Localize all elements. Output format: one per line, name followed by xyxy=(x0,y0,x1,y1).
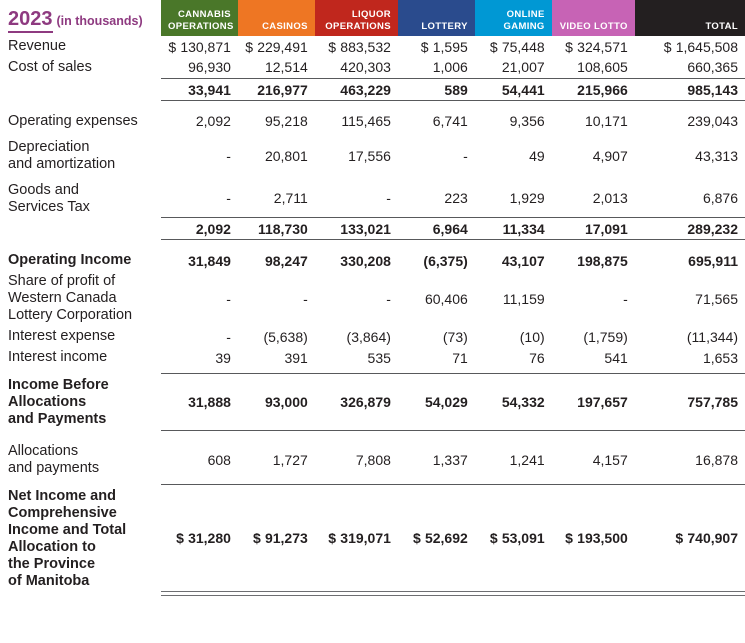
cell-cost-of-sales-online: 21,007 xyxy=(501,59,545,76)
row-label-gst-line1: Goods and xyxy=(8,181,79,198)
cell-net-income-casinos: $ 91,273 xyxy=(252,530,308,547)
row-label-allocations-and-payments xyxy=(0,441,161,479)
cell-allocations-lottery: 1,337 xyxy=(432,451,468,468)
column-header-lottery xyxy=(398,0,475,36)
cell-total-expenses-lottery: 6,964 xyxy=(432,221,468,237)
cell-cost-of-sales-total: 660,365 xyxy=(687,59,738,76)
cell-net-income-online: $ 53,091 xyxy=(489,530,545,547)
row-label-share-line1: Share of profit of xyxy=(8,273,116,289)
table-row-cost-of-sales xyxy=(0,57,745,78)
column-header-cannabis-line2: OPERATIONS xyxy=(168,20,234,32)
cell-total-expenses-online: 11,334 xyxy=(502,221,545,237)
cell-net-income-cannabis: $ 31,280 xyxy=(176,530,231,547)
year-label: 2023 xyxy=(8,8,53,33)
table-row-interest-expense xyxy=(0,326,745,347)
cell-net-income-lottery: $ 52,692 xyxy=(412,530,468,547)
cell-interest-income-cannabis: 39 xyxy=(215,349,231,366)
cell-cost-of-sales-video: 108,605 xyxy=(577,59,628,76)
cell-net-income-total: $ 740,907 xyxy=(675,530,738,547)
cell-total-expenses-cannabis: 2,092 xyxy=(195,221,231,237)
cell-operating-income-total: 695,911 xyxy=(688,252,738,269)
cell-interest-expense-casinos: (5,638) xyxy=(263,328,308,345)
row-label-net-income-line6: of Manitoba xyxy=(8,572,90,589)
cell-interest-income-lottery: 71 xyxy=(452,349,468,366)
table-row-revenue xyxy=(0,36,745,57)
cell-allocations-liquor: 7,808 xyxy=(355,451,391,468)
cell-revenue-casinos: $ 229,491 xyxy=(245,38,308,55)
cell-operating-expenses-casinos: 95,218 xyxy=(264,113,308,129)
row-label-total-expenses xyxy=(0,219,161,240)
currency-symbol: $ xyxy=(489,530,498,547)
cell-gst-liquor: - xyxy=(386,190,391,207)
cell-allocations-casinos: 1,727 xyxy=(272,451,308,468)
cell-revenue-video: $ 324,571 xyxy=(565,38,628,55)
table-row-share-of-profit-wclc xyxy=(0,271,745,326)
row-label-income-before-line1: Income Before xyxy=(8,377,109,393)
cell-interest-income-total: 1,653 xyxy=(702,349,738,366)
cell-income-before-allocations-lottery: 54,029 xyxy=(424,394,468,411)
currency-symbol: $ xyxy=(176,530,184,547)
cell-cost-of-sales-lottery: 1,006 xyxy=(432,59,468,76)
cell-gst-cannabis: - xyxy=(226,190,231,207)
currency-symbol: $ xyxy=(420,38,429,55)
cell-share-of-profit-video: - xyxy=(623,290,628,307)
table-row-allocations-and-payments xyxy=(0,441,745,479)
units-label: (in thousands) xyxy=(56,14,143,28)
cell-cost-of-sales-cannabis: 96,930 xyxy=(188,59,231,76)
row-label-depreciation-amortization xyxy=(0,137,161,175)
cell-income-before-allocations-liquor: 326,879 xyxy=(340,394,391,411)
column-header-video-lotto xyxy=(552,0,635,36)
cell-depreciation-online: 49 xyxy=(529,147,545,164)
row-label-operating-income: Operating Income xyxy=(8,252,132,268)
column-header-cannabis-operations xyxy=(161,0,238,36)
column-header-casinos-line1: CASINOS xyxy=(262,20,308,32)
currency-symbol: $ xyxy=(168,38,177,55)
cell-revenue-cannabis: $ 130,871 xyxy=(168,38,231,55)
cell-depreciation-liquor: 17,556 xyxy=(348,147,391,164)
currency-symbol: $ xyxy=(675,530,684,547)
cell-interest-expense-total: (11,344) xyxy=(686,328,738,345)
currency-symbol: $ xyxy=(328,530,337,547)
row-label-net-income-line2: Comprehensive xyxy=(8,504,117,521)
column-header-liquor-line1: LIQUOR xyxy=(351,9,391,20)
row-label-interest-income: Interest income xyxy=(8,349,108,365)
cell-operating-income-liquor: 330,208 xyxy=(340,252,391,269)
cell-share-of-profit-cannabis: - xyxy=(226,290,231,307)
column-header-lottery-line1: LOTTERY xyxy=(421,20,468,32)
cell-share-of-profit-total: 71,565 xyxy=(695,290,738,307)
row-label-cost-of-sales: Cost of sales xyxy=(8,59,92,75)
table-row-net-income xyxy=(0,486,745,592)
cell-interest-income-casinos: 391 xyxy=(284,349,308,366)
currency-symbol: $ xyxy=(328,38,337,55)
cell-cost-of-sales-casinos: 12,514 xyxy=(264,59,308,76)
row-label-depreciation-line2: and amortization xyxy=(8,155,116,172)
cell-total-expenses-casinos: 118,730 xyxy=(257,221,308,237)
cell-revenue-lottery: $ 1,595 xyxy=(420,38,468,55)
cell-net-income-liquor: $ 319,071 xyxy=(328,530,391,547)
table-row-total-expenses xyxy=(0,219,745,240)
row-label-income-before-line2: Allocations xyxy=(8,394,87,410)
cell-gross-profit-video: 215,966 xyxy=(577,81,628,98)
cell-operating-expenses-liquor: 115,465 xyxy=(341,113,391,129)
currency-symbol: $ xyxy=(245,38,253,55)
row-label-gst-line2: Services Tax xyxy=(8,198,90,215)
cell-interest-expense-liquor: (3,864) xyxy=(346,328,391,345)
column-header-casinos xyxy=(238,0,315,36)
row-label-net-income-line4: Allocation to xyxy=(8,538,96,555)
cell-revenue-liquor: $ 883,532 xyxy=(328,38,391,55)
spacer-row xyxy=(0,241,745,250)
table-row-gross-profit xyxy=(0,80,745,101)
cell-operating-income-lottery: (6,375) xyxy=(423,252,468,269)
cell-revenue-online: $ 75,448 xyxy=(489,38,545,55)
row-label-revenue: Revenue xyxy=(8,38,67,54)
cell-depreciation-total: 43,313 xyxy=(695,147,738,164)
cell-depreciation-cannabis: - xyxy=(226,147,231,164)
currency-symbol: $ xyxy=(663,38,672,55)
cell-revenue-total: $ 1,645,508 xyxy=(663,38,738,55)
cell-operating-expenses-total: 239,043 xyxy=(687,113,738,129)
cell-depreciation-lottery: - xyxy=(463,147,468,164)
cell-operating-income-video: 198,875 xyxy=(577,252,628,269)
cell-gross-profit-liquor: 463,229 xyxy=(340,81,391,98)
column-header-cannabis-line1: CANNABIS xyxy=(177,9,231,20)
table-row-operating-income xyxy=(0,250,745,271)
row-label-allocations-line1: Allocations xyxy=(8,442,79,459)
column-header-total-line1: TOTAL xyxy=(705,20,738,32)
cell-total-expenses-total: 289,232 xyxy=(687,221,738,237)
cell-operating-expenses-cannabis: 2,092 xyxy=(195,113,231,129)
table-row-goods-and-services-tax xyxy=(0,180,745,218)
currency-symbol: $ xyxy=(565,530,573,547)
cell-interest-income-video: 541 xyxy=(604,349,628,366)
cell-interest-expense-online: (10) xyxy=(519,328,545,345)
row-label-goods-and-services-tax xyxy=(0,180,161,218)
cell-income-before-allocations-total: 757,785 xyxy=(687,394,738,411)
cell-cost-of-sales-liquor: 420,303 xyxy=(340,59,391,76)
table-row-interest-income xyxy=(0,347,745,368)
cell-interest-income-liquor: 535 xyxy=(367,349,391,366)
cell-total-expenses-video: 17,091 xyxy=(584,221,628,237)
cell-allocations-online: 1,241 xyxy=(509,451,545,468)
row-label-net-income-line3: Income and Total xyxy=(8,521,127,538)
row-label-net-income-line5: the Province xyxy=(8,555,96,572)
cell-gross-profit-online: 54,441 xyxy=(501,81,545,98)
cell-net-income-video: $ 193,500 xyxy=(565,530,628,547)
currency-symbol: $ xyxy=(252,530,261,547)
cell-income-before-allocations-online: 54,332 xyxy=(501,394,545,411)
row-label-allocations-line2: and payments xyxy=(8,459,100,476)
cell-depreciation-video: 4,907 xyxy=(592,147,628,164)
table-row-income-before-allocations xyxy=(0,375,745,430)
column-header-online-gaming xyxy=(475,0,552,36)
rule-closing-double xyxy=(0,592,745,596)
cell-interest-income-online: 76 xyxy=(529,349,545,366)
cell-gross-profit-lottery: 589 xyxy=(444,81,468,98)
column-header-liquor-line2: OPERATIONS xyxy=(325,20,391,32)
cell-share-of-profit-lottery: 60,406 xyxy=(424,290,468,307)
spacer-row xyxy=(0,432,745,441)
cell-operating-income-casinos: 98,247 xyxy=(264,252,308,269)
cell-gst-total: 6,876 xyxy=(702,190,738,207)
cell-interest-expense-lottery: (73) xyxy=(442,328,468,345)
cell-share-of-profit-casinos: - xyxy=(303,290,308,307)
row-label-share-line2: Western Canada xyxy=(8,290,117,306)
cell-allocations-cannabis: 608 xyxy=(207,451,231,468)
cell-gst-casinos: 2,711 xyxy=(273,190,308,207)
row-label-income-before-allocations xyxy=(0,375,161,430)
column-header-liquor-operations xyxy=(315,0,398,36)
cell-gst-lottery: 223 xyxy=(444,190,468,207)
row-label-depreciation-line1: Depreciation xyxy=(8,138,90,155)
cell-gst-online: 1,929 xyxy=(509,190,545,207)
cell-operating-expenses-lottery: 6,741 xyxy=(432,113,468,129)
currency-symbol: $ xyxy=(489,38,498,55)
cell-allocations-total: 16,878 xyxy=(695,451,738,468)
cell-gross-profit-casinos: 216,977 xyxy=(257,81,308,98)
cell-operating-expenses-online: 9,356 xyxy=(509,113,545,129)
cell-interest-expense-cannabis: - xyxy=(226,328,231,345)
cell-gst-video: 2,013 xyxy=(592,190,628,207)
cell-gross-profit-cannabis: 33,941 xyxy=(188,81,231,98)
column-header-online-line1: ONLINE xyxy=(506,9,545,20)
column-header-online-line2: GAMING xyxy=(503,20,545,32)
cell-allocations-video: 4,157 xyxy=(592,451,628,468)
cell-operating-income-online: 43,107 xyxy=(501,252,545,269)
cell-interest-expense-video: (1,759) xyxy=(583,328,628,345)
cell-total-expenses-liquor: 133,021 xyxy=(340,221,391,237)
row-label-gross-profit xyxy=(0,80,161,101)
row-label-operating-expenses: Operating expenses xyxy=(8,112,138,129)
column-header-video-line1: VIDEO LOTTO xyxy=(559,20,628,32)
cell-operating-income-cannabis: 31,849 xyxy=(188,252,231,269)
column-header-total xyxy=(635,0,745,36)
currency-symbol: $ xyxy=(412,530,421,547)
row-label-net-income-line1: Net Income and xyxy=(8,487,116,504)
cell-income-before-allocations-casinos: 93,000 xyxy=(264,394,308,411)
table-row-depreciation-amortization xyxy=(0,137,745,175)
spacer-row xyxy=(0,102,745,111)
row-label-share-of-profit-wclc xyxy=(0,271,161,326)
row-label-share-line3: Lottery Corporation xyxy=(8,307,133,323)
table-header-row xyxy=(0,0,745,36)
cell-share-of-profit-liquor: - xyxy=(386,290,391,307)
cell-operating-expenses-video: 10,171 xyxy=(584,113,628,129)
row-label-interest-expense: Interest expense xyxy=(8,328,116,344)
currency-symbol: $ xyxy=(565,38,573,55)
cell-income-before-allocations-cannabis: 31,888 xyxy=(188,394,231,411)
row-label-net-income xyxy=(0,486,161,592)
title-cell xyxy=(0,0,161,36)
table-row-operating-expenses xyxy=(0,111,745,132)
cell-share-of-profit-online: 11,159 xyxy=(502,290,545,307)
cell-gross-profit-total: 985,143 xyxy=(687,81,738,98)
cell-depreciation-casinos: 20,801 xyxy=(264,147,308,164)
row-label-income-before-line3: and Payments xyxy=(8,411,107,427)
cell-income-before-allocations-video: 197,657 xyxy=(577,394,628,411)
